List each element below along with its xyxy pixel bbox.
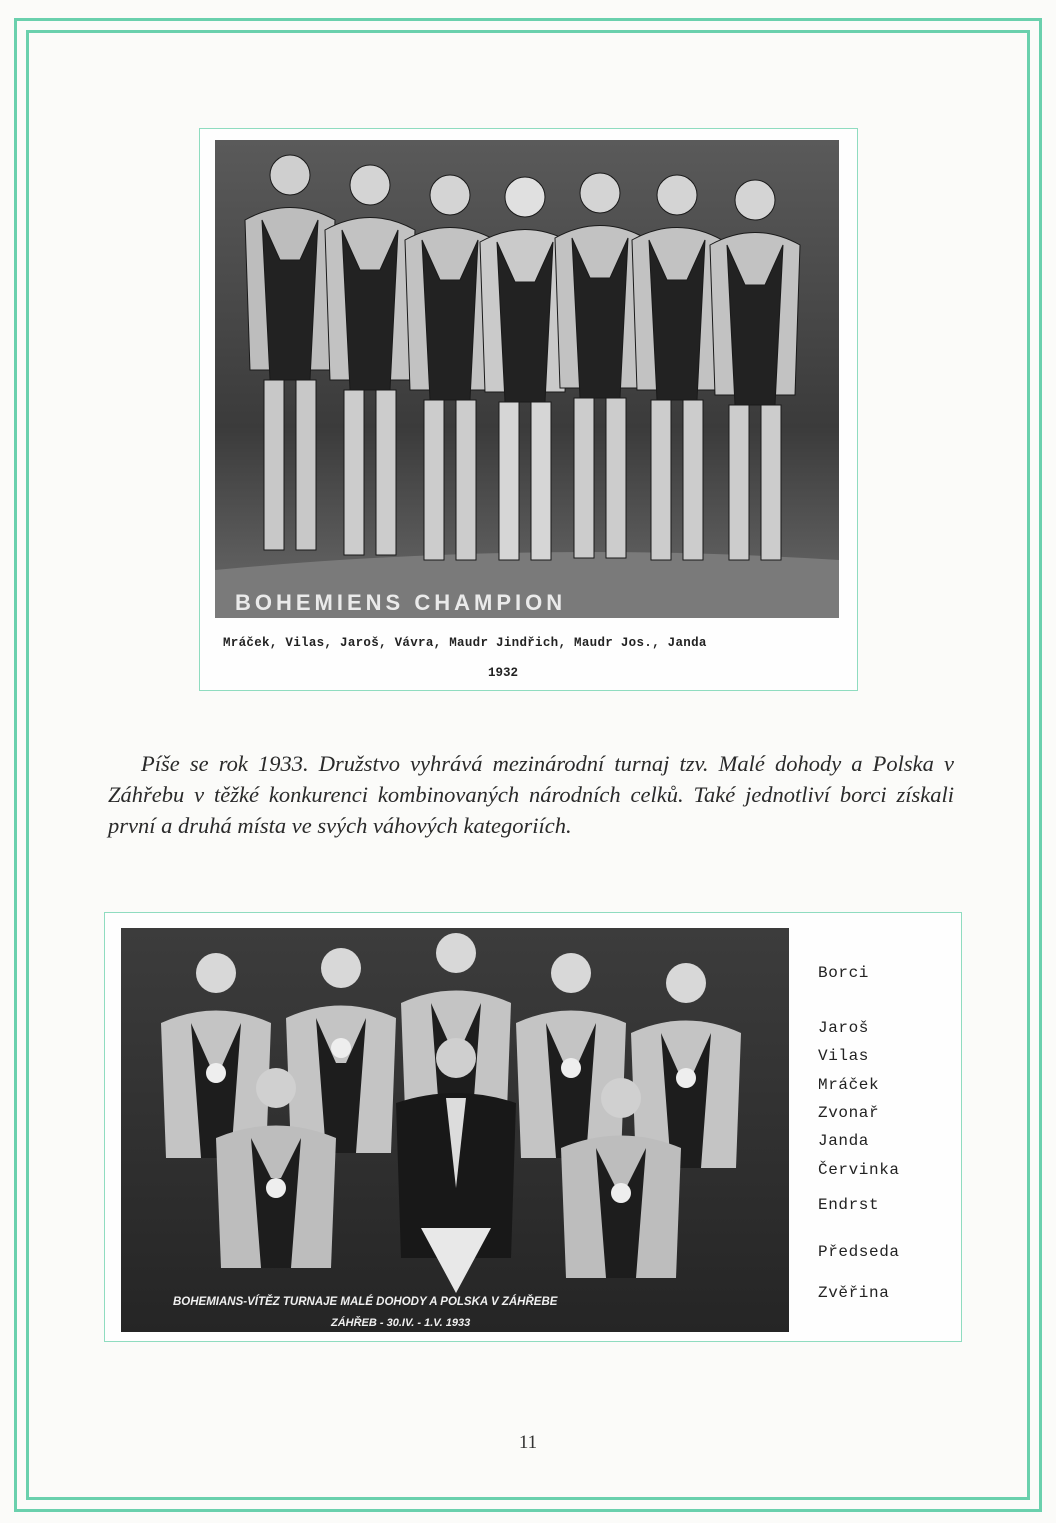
team-photo-1932: [215, 140, 839, 618]
photo1-banner: BOHEMIENS CHAMPION: [235, 590, 567, 615]
name-item: Mráček: [818, 1076, 880, 1094]
photo1-caption: Mráček, Vilas, Jaroš, Vávra, Maudr Jindřich, Maudr Jos., Janda: [223, 636, 707, 650]
name-item: Endrst: [818, 1196, 880, 1214]
body-paragraph: Píše se rok 1933. Družstvo vyhrává mezinárodní turnaj tzv. Malé dohody a Polska v Záhřebu v těžké konkurenci kombinovaných národních celků. Také jednotliví borci získali první a druhá místa ve svých váhových kategoriích.: [108, 751, 954, 838]
photo1-year: 1932: [488, 666, 519, 680]
name-item: Vilas: [818, 1047, 870, 1065]
name-item: Červinka: [818, 1161, 900, 1179]
chairman-name: Zvěřina: [818, 1284, 890, 1302]
photo2-banner-line2: ZÁHŘEB - 30.IV. - 1.V. 1933: [331, 1317, 471, 1329]
page-number: 11: [518, 1432, 538, 1453]
names-heading: Borci: [818, 964, 870, 982]
name-item: Jaroš: [818, 1019, 870, 1037]
name-item: Zvonař: [818, 1104, 880, 1122]
team-photo-1933: [121, 928, 789, 1332]
chairman-label: Předseda: [818, 1243, 900, 1261]
name-item: Janda: [818, 1132, 870, 1150]
photo2-banner-line1: BOHEMIANS-VÍTĚZ TURNAJE MALÉ DOHODY A POLSKA V ZÁHŘEBE: [173, 1296, 558, 1308]
